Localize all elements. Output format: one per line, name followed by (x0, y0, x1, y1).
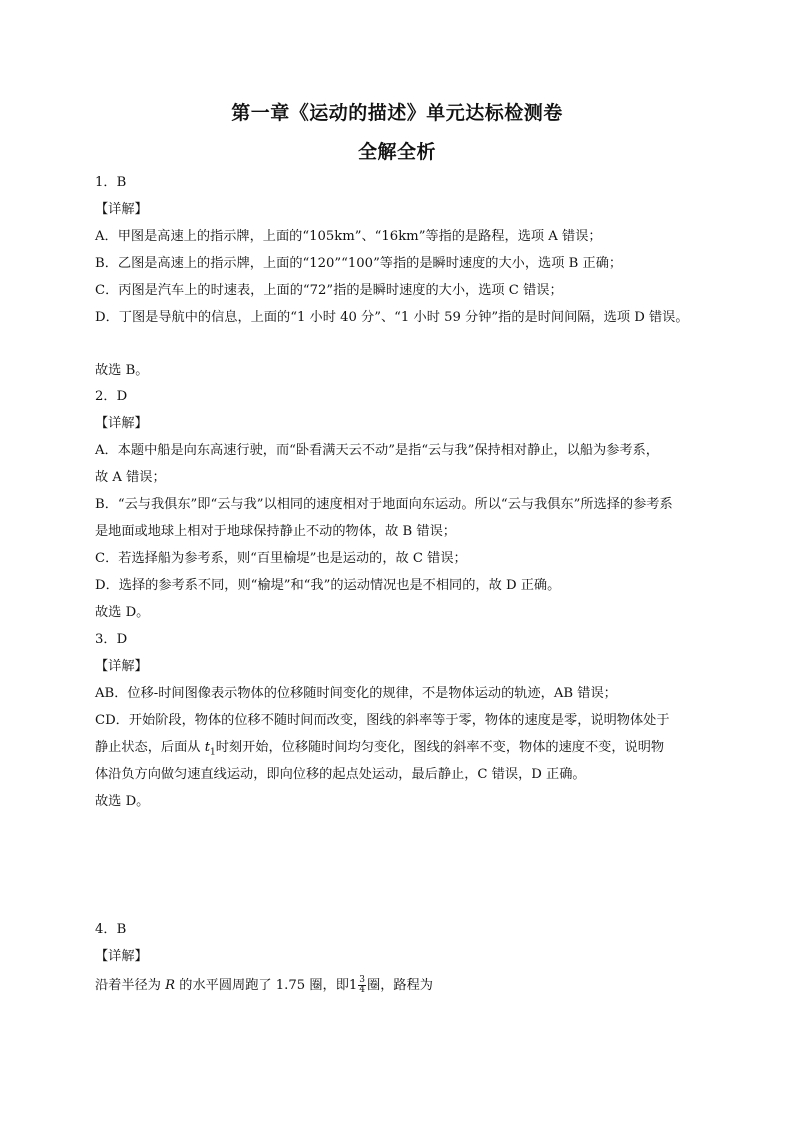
q4-line-1 (95, 976, 433, 995)
q2-line-1: A．本题中船是向东高速行驶，而“卧看满天云不动”是指“云与我”保持相对静止，以船为参考系， (95, 443, 659, 458)
q2-answer: 2．D (95, 389, 128, 404)
subscript-1: 1 (210, 747, 216, 758)
q2-line-5: C．若选择船为参考系，则“百里榆堤”也是运动的，故 C 错误； (95, 551, 467, 566)
q4-detail-label: 【详解】 (95, 949, 148, 964)
q2-detail-label: 【详解】 (95, 416, 148, 431)
q1-conclusion: 故选 B。 (95, 363, 149, 378)
q4-answer: 4．B (95, 922, 127, 937)
q4-line-before: 沿着半径为 (95, 978, 166, 993)
q3-conclusion: 故选 D。 (95, 794, 150, 809)
q3-line-3-after: 时刻开始，位移随时间均匀变化，图线的斜率不变，物体的速度不变，说明物 (215, 740, 665, 755)
q3-detail-label: 【详解】 (95, 659, 148, 674)
q2-line-3: B．“云与我俱东”即“云与我”以相同的速度相对于地面向东运动。所以“云与我俱东”所选择的参考系 (95, 497, 673, 512)
q1-answer: 1．B (95, 175, 127, 190)
page-subtitle: 全解全析 (357, 141, 436, 163)
q3-answer: 3．D (95, 632, 128, 647)
q3-line-2: CD．开始阶段，物体的位移不随时间而改变，图线的斜率等于零，物体的速度是零，说明物体处于 (95, 713, 670, 728)
q4-line-after: 圈，路程为 (367, 978, 433, 993)
page-title: 第一章《运动的描述》单元达标检测卷 (231, 102, 563, 124)
q3-line-3 (95, 739, 664, 762)
mixed-number-whole: 1 (348, 978, 358, 993)
q2-conclusion: 故选 D。 (95, 605, 150, 620)
q2-line-6: D．选择的参考系不同，则“榆堤”和“我”的运动情况也是不相同的，故 D 正确。 (95, 578, 561, 593)
q1-line-b: B．乙图是高速上的指示牌，上面的“120”“100”等指的是瞬时速度的大小，选项 B 正确； (95, 256, 623, 271)
variable-r: R (165, 978, 176, 993)
variable-t: t (204, 740, 211, 755)
q2-line-2: 故 A 错误； (95, 470, 166, 485)
q1-line-a: A．甲图是高速上的指示牌，上面的“105km”、“16km”等指的是路程，选项 A 错误； (95, 229, 602, 244)
q3-line-4: 体沿负方向做匀速直线运动，即向位移的起点处运动，最后静止，C 错误，D 正确。 (95, 767, 586, 782)
fraction-numerator: 3 (359, 975, 366, 985)
q3-line-1: AB．位移-时间图像表示物体的位移随时间变化的规律，不是物体运动的轨迹，AB 错误； (95, 686, 617, 701)
q2-line-4: 是地面或地球上相对于地球保持静止不动的物体，故 B 错误； (95, 524, 456, 539)
q1-detail-label: 【详解】 (95, 202, 148, 217)
q1-line-d: D．丁图是导航中的信息，上面的“1 小时 40 分”、“1 小时 59 分钟”指的是时间间隔，选项 D 错误。 (95, 310, 689, 325)
q4-line-mid: 的水平圆周跑了 1.75 圈，即 (175, 978, 349, 993)
q1-line-c: C．丙图是汽车上的时速表，上面的“72”指的是瞬时速度的大小，选项 C 错误； (95, 283, 563, 298)
fraction (358, 976, 366, 995)
fraction-denominator: 4 (359, 985, 366, 995)
q3-line-3-before: 静止状态，后面从 (95, 740, 205, 755)
